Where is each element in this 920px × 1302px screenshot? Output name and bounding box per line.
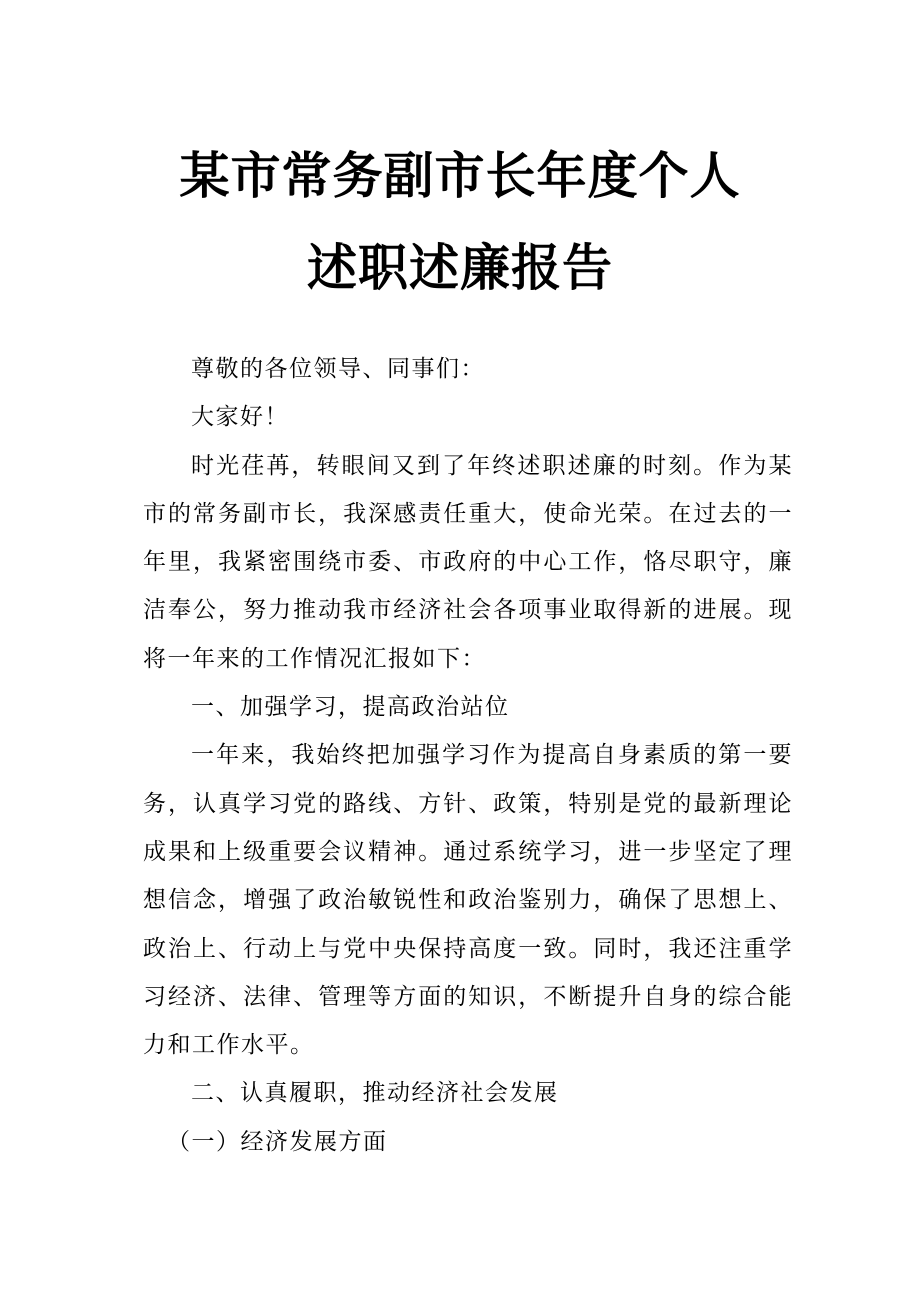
subsection-heading-1: （一）经济发展方面 [167,1128,388,1155]
section-heading-2: 二、认真履职，推动经济社会发展 [191,1080,559,1107]
section-1-paragraph: 一年来，我始终把加强学习作为提高自身素质的第一要务，认真学习党的路线、方针、政策，特别是党的最新理论成果和上级重要会议精神。通过系统学习，进一步坚定了理想信念，增强了政治敏锐性和政治鉴别力，确保了思想上、政治上、行动上与党中央保持高度一致。同时，我还注重学习经济、法律、管理等方面的知识，不断提升自身的综合能力和工作水平。 [143,742,793,1059]
title-line-1: 某市常务副市长年度个人 [179,147,741,205]
greeting: 大家好！ [191,404,289,431]
document-body [143,345,793,1166]
intro-paragraph: 时光荏苒，转眼间又到了年终述职述廉的时刻。作为某市的常务副市长，我深感责任重大，使命光荣。在过去的一年里，我紧密围绕市委、市政府的中心工作，恪尽职守，廉洁奉公，努力推动我市经济社会各项事业取得新的进展。现将一年来的工作情况汇报如下： [143,452,793,672]
document-title [0,130,920,314]
section-heading-1: 一、加强学习，提高政治站位 [191,694,510,721]
title-line-2: 述职述廉报告 [307,239,613,297]
salutation: 尊敬的各位领导、同事们： [191,356,485,382]
